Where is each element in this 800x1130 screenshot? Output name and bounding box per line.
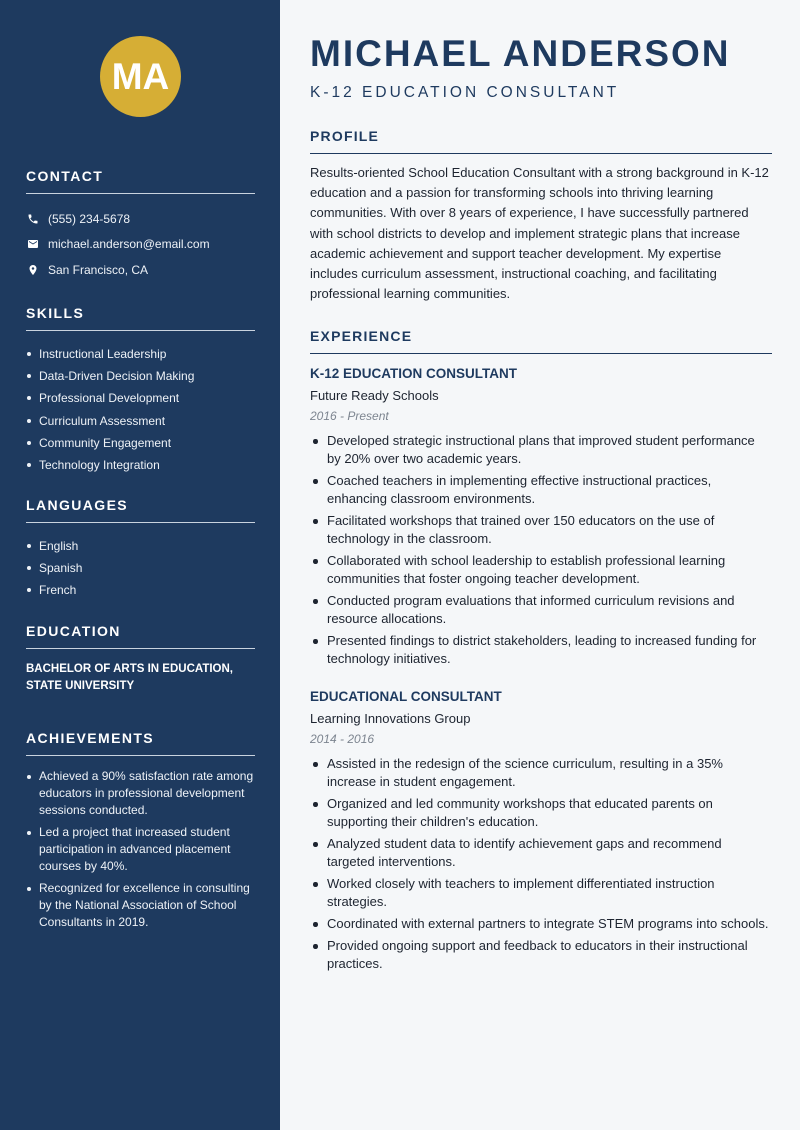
contact-location: San Francisco, CA (48, 262, 149, 277)
job-title: EDUCATIONAL CONSULTANT (310, 689, 502, 704)
job-bullet: Assisted in the redesign of the science curriculum, resulting in a 35% increase in student engagement. (310, 755, 772, 791)
job-entry (310, 366, 772, 672)
location-pin-icon (26, 263, 39, 276)
job-company: Learning Innovations Group (310, 711, 471, 726)
achievement-item: Achieved a 90% satisfaction rate among educators in professional development sessions conducted. (26, 768, 255, 819)
education-section (26, 623, 255, 695)
languages-list (26, 535, 255, 602)
achievement-item: Led a project that increased student participation in advanced placement courses by 40%. (26, 824, 255, 875)
skill-item: Instructional Leadership (26, 343, 255, 365)
profile-section (310, 128, 772, 304)
job-bullet: Provided ongoing support and feedback to educators in their instructional practices. (310, 937, 772, 973)
sidebar (0, 0, 280, 1130)
contact-email[interactable]: michael.anderson@email.com (48, 237, 210, 252)
experience-section (310, 328, 772, 354)
job-bullets (310, 432, 772, 668)
skill-item: Data-Driven Decision Making (26, 365, 255, 387)
candidate-name: MICHAEL ANDERSON (310, 33, 731, 74)
job-title: K-12 EDUCATION CONSULTANT (310, 366, 517, 381)
achievements-heading: ACHIEVEMENTS (26, 730, 255, 756)
profile-heading: PROFILE (310, 128, 772, 154)
candidate-title: K-12 EDUCATION CONSULTANT (310, 84, 620, 101)
skills-list (26, 343, 255, 476)
profile-text: Results-oriented School Education Consultant with a strong background in K-12 education and a passion for transforming schools into thriving learning communities. With over 8 years of experience, I have successfully partnered with school districts to develop and implement strategic plans that increase academic achievement and support teacher development. My expertise includes curriculum assessment, instructional coaching, and facilitating professional learning communities. (310, 165, 769, 302)
email-icon (26, 238, 39, 251)
achievements-list (26, 768, 255, 931)
language-item: English (26, 535, 255, 557)
job-company: Future Ready Schools (310, 388, 439, 403)
job-bullet: Facilitated workshops that trained over 150 educators on the use of technology in the classroom. (310, 512, 772, 548)
job-bullet: Worked closely with teachers to implement differentiated instruction strategies. (310, 875, 772, 911)
languages-section (26, 497, 255, 602)
job-bullet: Conducted program evaluations that informed curriculum revisions and resource allocations. (310, 592, 772, 628)
education-heading: EDUCATION (26, 623, 255, 649)
education-degree: BACHELOR OF ARTS IN EDUCATION, STATE UNIVERSITY (26, 663, 233, 692)
phone-icon (26, 212, 39, 225)
languages-heading: LANGUAGES (26, 497, 255, 523)
job-entry (310, 689, 772, 977)
job-bullet: Organized and led community workshops that educated parents on supporting their children's education. (310, 795, 772, 831)
job-bullet: Presented findings to district stakeholders, leading to increased funding for technology initiatives. (310, 632, 772, 668)
skill-item: Technology Integration (26, 454, 255, 476)
job-bullet: Coached teachers in implementing effective instructional practices, enhancing classroom environments. (310, 472, 772, 508)
job-bullet: Coordinated with external partners to integrate STEM programs into schools. (310, 915, 772, 933)
job-bullet: Developed strategic instructional plans that improved student performance by 20% over two academic years. (310, 432, 772, 468)
achievement-item: Recognized for excellence in consulting by the National Association of School Consultants in 2019. (26, 880, 255, 931)
contact-phone[interactable]: (555) 234-5678 (48, 211, 131, 226)
skill-item: Curriculum Assessment (26, 410, 255, 432)
skills-heading: SKILLS (26, 305, 255, 331)
achievements-section (26, 730, 255, 936)
job-dates: 2016 - Present (310, 409, 389, 423)
contact-location-row (26, 257, 255, 283)
avatar-initials: MA (100, 36, 181, 117)
contact-phone-row (26, 206, 255, 232)
job-bullets (310, 755, 772, 973)
contact-heading: CONTACT (26, 168, 255, 194)
contact-section (26, 168, 255, 283)
contact-email-row (26, 232, 255, 258)
job-bullet: Analyzed student data to identify achievement gaps and recommend targeted interventions. (310, 835, 772, 871)
experience-heading: EXPERIENCE (310, 328, 772, 354)
job-dates: 2014 - 2016 (310, 732, 375, 746)
job-bullet: Collaborated with school leadership to establish professional learning communities that foster ongoing teacher development. (310, 552, 772, 588)
language-item: French (26, 579, 255, 601)
skill-item: Professional Development (26, 387, 255, 409)
language-item: Spanish (26, 557, 255, 579)
skill-item: Community Engagement (26, 432, 255, 454)
skills-section (26, 305, 255, 476)
